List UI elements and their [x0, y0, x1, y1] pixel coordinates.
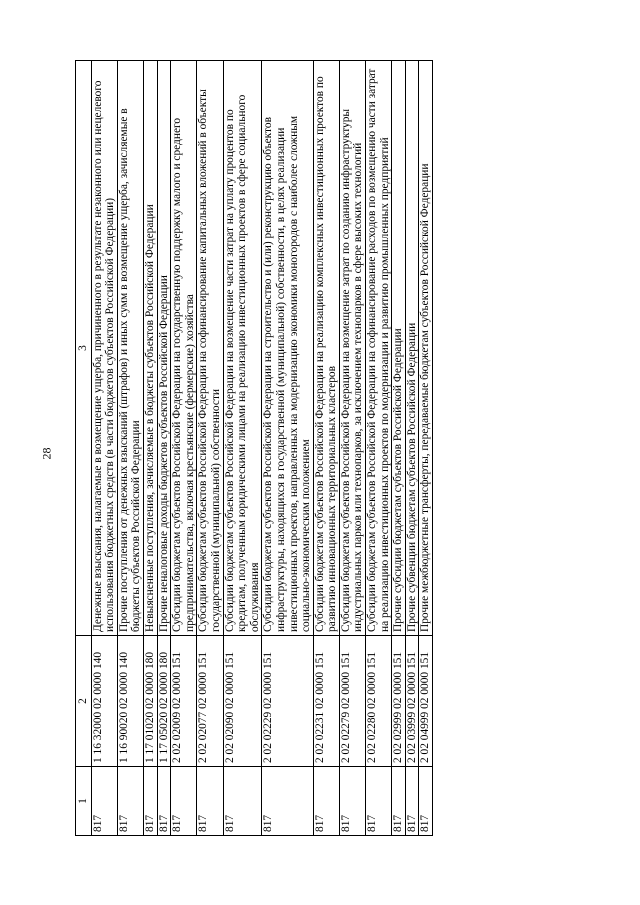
budget-code-cell: 2 02 02280 02 0000 151: [366, 636, 392, 767]
budget-code-cell: 2 02 02231 02 0000 151: [313, 636, 339, 767]
table-row: [339, 61, 365, 836]
budget-code-cell: 1 16 90020 02 0000 140: [117, 636, 143, 767]
description-cell: Субсидии бюджетам субъектов Российской Федерации на реализацию комплексных инвестиционных проектов по развитию инновационных территориальных кластеров: [313, 61, 339, 636]
budget-code-cell: 2 02 03999 02 0000 151: [405, 636, 419, 767]
admin-code-cell: 817: [405, 767, 419, 836]
admin-code-cell: 817: [171, 767, 197, 836]
description-cell: Субсидии бюджетам субъектов Российской Федерации на государственную поддержку малого и среднего предпринимательства, включая крестьянские (фермерские) хозяйства: [171, 61, 197, 636]
description-cell: Субсидии бюджетам субъектов Российской Федерации на софинансирование расходов по возмещению части затрат на реализацию инвестиционных проектов по модернизации и развитию промышленных предприятий: [366, 61, 392, 636]
description-cell: Денежные взыскания, налагаемые в возмещение ущерба, причиненного в результате незаконного или нецелевого использования бюджетных средств (в части бюджетов субъектов Российской Федерации): [91, 61, 117, 636]
admin-code-cell: 817: [392, 767, 406, 836]
header-col-1: 1: [76, 767, 92, 836]
budget-code-cell: 1 17 05020 02 0000 180: [157, 636, 171, 767]
revenue-codes-table: [75, 60, 433, 836]
table-row: [223, 61, 262, 836]
description-cell: Субсидии бюджетам субъектов Российской Федерации на софинансирование капитальных вложений в объекты государственной (муниципальной) собственности: [197, 61, 223, 636]
table-row: [91, 61, 117, 836]
table-row: [117, 61, 143, 836]
table-row: [313, 61, 339, 836]
description-cell: Прочие субвенции бюджетам субъектов Российской Федерации: [405, 61, 419, 636]
description-cell: Прочие межбюджетные трансферты, передаваемые бюджетам субъектов Российской Федерации: [419, 61, 433, 636]
admin-code-cell: 817: [143, 767, 157, 836]
admin-code-cell: 817: [197, 767, 223, 836]
budget-code-cell: 2 02 02999 02 0000 151: [392, 636, 406, 767]
budget-code-cell: 1 17 01020 02 0000 180: [143, 636, 157, 767]
table-row: [419, 61, 433, 836]
admin-code-cell: 817: [91, 767, 117, 836]
admin-code-cell: 817: [157, 767, 171, 836]
description-cell: Субсидии бюджетам субъектов Российской Федерации на строительство и (или) реконструкцию объектов инфраструктуры, находящихся в государственной (муниципальной) собственности, в целях реализации инвестиционных проектов, направленных на модернизацию экономики моногородов с наиболее сложным социально-экономическим положением: [262, 61, 313, 636]
admin-code-cell: 817: [262, 767, 313, 836]
table-row: [143, 61, 157, 836]
table-row: [405, 61, 419, 836]
admin-code-cell: 817: [117, 767, 143, 836]
table-header-row: [76, 61, 92, 836]
budget-code-cell: 1 16 32000 02 0000 140: [91, 636, 117, 767]
table-row: [197, 61, 223, 836]
admin-code-cell: 817: [339, 767, 365, 836]
table-row: [171, 61, 197, 836]
rotated-table-container: [75, 61, 545, 836]
table-row: [392, 61, 406, 836]
budget-code-cell: 2 02 02279 02 0000 151: [339, 636, 365, 767]
description-cell: Прочие поступления от денежных взысканий (штрафов) и иных сумм в возмещение ущерба, зачисляемые в бюджеты субъектов Российской Федерации: [117, 61, 143, 636]
table-row: [366, 61, 392, 836]
header-col-3: 3: [76, 61, 92, 636]
table-row: [262, 61, 313, 836]
admin-code-cell: 817: [419, 767, 433, 836]
table-row: [157, 61, 171, 836]
budget-code-cell: 2 02 02009 02 0000 151: [171, 636, 197, 767]
description-cell: Субсидии бюджетам субъектов Российской Федерации на возмещение части затрат на уплату процентов по кредитам, полученным юридическими лицами на реализацию инвестиционных проектов в сфере социального обслуживания: [223, 61, 262, 636]
admin-code-cell: 817: [366, 767, 392, 836]
admin-code-cell: 817: [223, 767, 262, 836]
budget-code-cell: 2 02 02229 02 0000 151: [262, 636, 313, 767]
description-cell: Субсидии бюджетам субъектов Российской Федерации на возмещение затрат по созданию инфраструктуры индустриальных парков или технопарков, за исключением технопарков в сфере высоких технологий: [339, 61, 365, 636]
description-cell: Невыясненные поступления, зачисляемые в бюджеты субъектов Российской Федерации: [143, 61, 157, 636]
budget-code-cell: 2 02 02077 02 0000 151: [197, 636, 223, 767]
page-number: 28: [39, 447, 54, 460]
budget-code-cell: 2 02 02090 02 0000 151: [223, 636, 262, 767]
admin-code-cell: 817: [313, 767, 339, 836]
description-cell: Прочие субсидии бюджетам субъектов Российской Федерации: [392, 61, 406, 636]
header-col-2: 2: [76, 636, 92, 767]
budget-code-cell: 2 02 04999 02 0000 151: [419, 636, 433, 767]
description-cell: Прочие неналоговые доходы бюджетов субъектов Российской Федерации: [157, 61, 171, 636]
